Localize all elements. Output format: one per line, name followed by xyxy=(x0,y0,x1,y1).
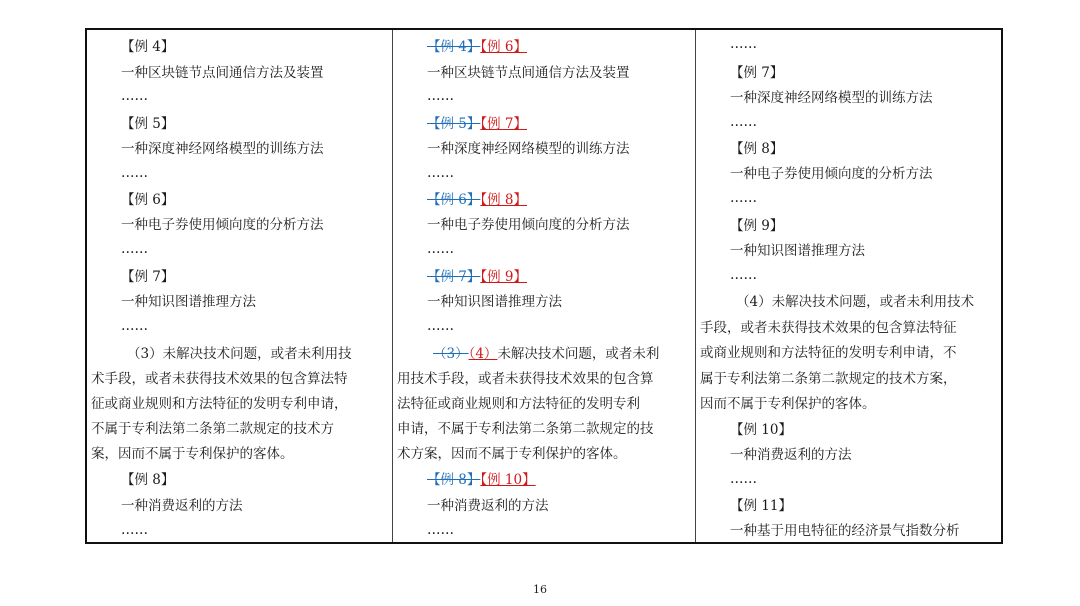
example-title: 一种基于用电特征的经济景气指数分析 xyxy=(730,523,960,539)
example-title: 一种知识图谱推理方法 xyxy=(427,294,562,310)
example-title: 一种消费返利的方法 xyxy=(121,498,243,514)
example-title: 一种区块链节点间通信方法及装置 xyxy=(427,65,630,81)
paragraph-line: 手段，或者未获得技术效果的包含算法特征 xyxy=(700,320,957,336)
inserted-text: 【例 10】 xyxy=(480,472,536,488)
example-title: 一种消费返利的方法 xyxy=(730,447,852,463)
example-title: 一种知识图谱推理方法 xyxy=(121,294,256,310)
ellipsis: …… xyxy=(121,165,148,181)
example-title: 一种深度神经网络模型的训练方法 xyxy=(121,141,324,157)
ellipsis: …… xyxy=(121,88,148,104)
deleted-text: 【例 4】 xyxy=(427,39,481,55)
example-title: 一种区块链节点间通信方法及装置 xyxy=(121,65,324,81)
ellipsis: …… xyxy=(121,241,148,257)
ellipsis: …… xyxy=(730,36,757,52)
example-title: 一种消费返利的方法 xyxy=(427,498,549,514)
ellipsis: …… xyxy=(427,241,454,257)
ellipsis: …… xyxy=(427,165,454,181)
paragraph-line: 法特征或商业规则和方法特征的发明专利 xyxy=(397,396,640,412)
deleted-text: 【例 8】 xyxy=(427,472,481,488)
paragraph-line: 征或商业规则和方法特征的发明专利申请， xyxy=(91,396,348,412)
paragraph-line: 属于专利法第二条第二款规定的技术方案， xyxy=(700,371,957,387)
paragraph-line: 不属于专利法第二条第二款规定的技术方 xyxy=(91,421,334,437)
example-title: 一种电子券使用倾向度的分析方法 xyxy=(730,166,933,182)
paragraph-line: 或商业规则和方法特征的发明专利申请，不 xyxy=(700,345,957,361)
deleted-text: （3） xyxy=(433,346,469,362)
example-heading: 【例 6】 xyxy=(121,192,175,208)
paragraph-line: （4）未解决技术问题，或者未利用技术 xyxy=(736,294,975,310)
ellipsis: …… xyxy=(730,114,757,130)
example-title: 一种深度神经网络模型的训练方法 xyxy=(427,141,630,157)
paragraph-line: 术方案，因而不属于专利保护的客体。 xyxy=(397,446,627,462)
example-heading: 【例 5】 xyxy=(121,116,175,132)
inserted-text: 【例 9】 xyxy=(480,269,528,285)
deleted-text: 【例 6】 xyxy=(427,192,481,208)
ellipsis: …… xyxy=(730,267,757,283)
revised-heading xyxy=(393,116,695,132)
example-heading: 【例 9】 xyxy=(730,218,784,234)
ellipsis: …… xyxy=(121,318,148,334)
page-number: 16 xyxy=(533,583,547,596)
example-heading: 【例 4】 xyxy=(121,39,175,55)
ellipsis: …… xyxy=(730,471,757,487)
paragraph-text: 未解决技术问题，或者未利 xyxy=(497,346,660,362)
revised-heading xyxy=(393,39,695,55)
example-title: 一种电子券使用倾向度的分析方法 xyxy=(121,217,324,233)
column-revised xyxy=(696,30,1001,542)
inserted-text: （4） xyxy=(468,346,498,362)
example-heading: 【例 7】 xyxy=(121,269,175,285)
paragraph-line: 因而不属于专利保护的客体。 xyxy=(700,396,876,412)
paragraph-line: （3）未解决技术问题，或者未利用技 xyxy=(127,346,352,362)
inserted-text: 【例 7】 xyxy=(480,116,528,132)
column-revision xyxy=(393,30,696,542)
paragraph-line: 案，因而不属于专利保护的客体。 xyxy=(91,446,294,462)
revised-heading xyxy=(393,192,695,208)
deleted-text: 【例 7】 xyxy=(427,269,481,285)
revised-heading xyxy=(393,269,695,285)
column-original xyxy=(87,30,393,542)
example-heading: 【例 8】 xyxy=(730,141,784,157)
deleted-text: 【例 5】 xyxy=(427,116,481,132)
example-heading: 【例 11】 xyxy=(730,498,792,514)
example-heading: 【例 8】 xyxy=(121,472,175,488)
ellipsis: …… xyxy=(730,190,757,206)
ellipsis: …… xyxy=(121,522,148,538)
comparison-table xyxy=(85,28,1003,544)
example-title: 一种电子券使用倾向度的分析方法 xyxy=(427,217,630,233)
revised-heading xyxy=(393,472,695,488)
inserted-text: 【例 8】 xyxy=(480,192,528,208)
paragraph-line: 术手段，或者未获得技术效果的包含算法特 xyxy=(91,371,348,387)
example-title: 一种知识图谱推理方法 xyxy=(730,243,865,259)
example-heading: 【例 7】 xyxy=(730,65,784,81)
inserted-text: 【例 6】 xyxy=(480,39,528,55)
paragraph-line: 用技术手段，或者未获得技术效果的包含算 xyxy=(397,371,654,387)
ellipsis: …… xyxy=(427,318,454,334)
paragraph-line xyxy=(393,346,695,362)
ellipsis: …… xyxy=(427,88,454,104)
paragraph-line: 申请，不属于专利法第二条第二款规定的技 xyxy=(397,421,654,437)
ellipsis: …… xyxy=(427,522,454,538)
example-title: 一种深度神经网络模型的训练方法 xyxy=(730,90,933,106)
example-heading: 【例 10】 xyxy=(730,422,792,438)
